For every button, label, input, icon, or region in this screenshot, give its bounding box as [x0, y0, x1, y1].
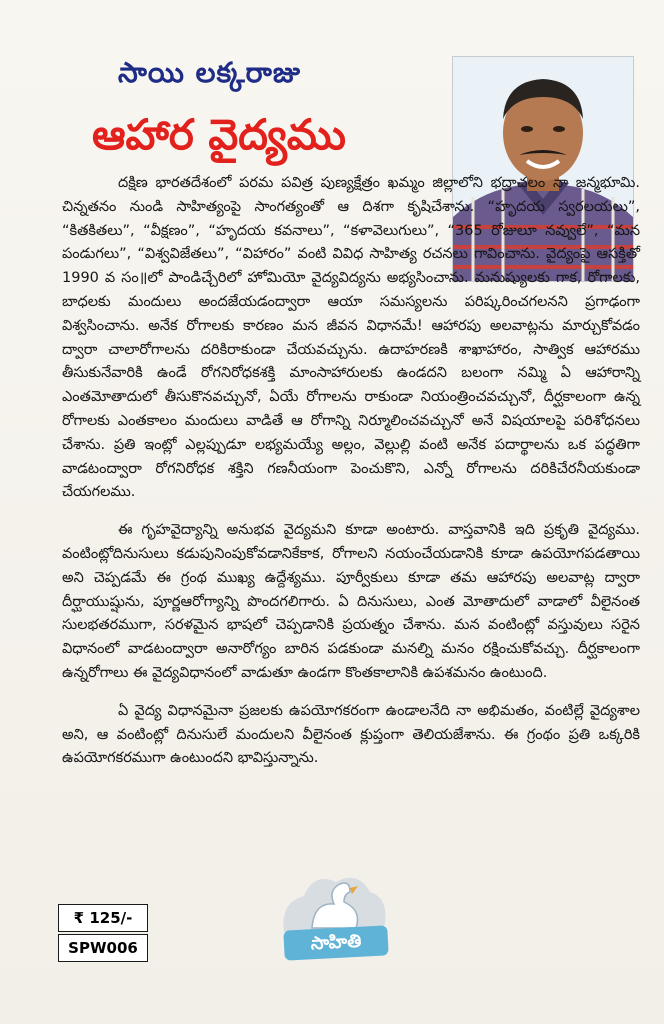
publisher-logo-text: సాహితి [283, 925, 388, 960]
blurb-paragraph-2: ఈ గృహవైద్యాన్ని అనుభవ వైద్యమని కూడా అంటారు. వాస్తవానికి ఇది ప్రకృతి వైద్యము. వంటింట్లోదినుసులు కడుపునింపుకోవడానికేకాక, రోగాలని నయంచేయడానికి కూడా ఉపయోగపడతాయి అని చెప్పడమే ఈ గ్రంథ ముఖ్య ఉద్దేశ్యము. పూర్వీకులు కూడా తమ ఆహారపు అలవాట్ల ద్వారా దీర్ఘాయుష్షును, పూర్ణఆరోగ్యాన్ని పొందగలిగారు. ఏ దినుసులు, ఎంత మోతాదులో వాడాలో వీలైనంత సులభతరముగా, సరళమైన భాషలో చెప్పడానికి ప్రయత్నం చేశాను. మన వంటింట్లో వస్తువులు సరైన విధానంలో వాడటంద్వారా అనారోగ్యం బారిన పడకుండా మనల్ని మనం రక్షించుకోవచ్చు. దీర్ఘకాలంగా ఉన్నరోగాలు ఈ వైద్యవిధానంలో వాడుతూ ఉండగా కొంతకాలానికి ఉపశమనం ఉంటుంది. [62, 522, 640, 681]
product-code: SPW006 [58, 934, 148, 962]
author-name: సాయి లక్కరాజు [118, 56, 301, 89]
price-label: ₹ 125/- [58, 904, 148, 932]
book-title: ఆహార వైద్యము [92, 110, 346, 159]
blurb-paragraph-1: దక్షిణ భారతదేశంలో పరమ పవిత్ర పుణ్యక్షేత్రం ఖమ్మం జిల్లాలోని భద్రాచలం నా జన్మభూమి. చిన్నతనం నుండి సాహిత్యంపై సాంగత్యంతో ఆ దిశగా కృషిచేశాను. “హృదయ స్వరలయలు”, “కితకితలు”, “వీక్షణం”, “హృదయ కవనాలు”, “కళావెలుగులు”, “365 రోజులూ నవ్వులే”, “మన పండుగలు”, “విశ్వవిజేతలు”, “విహారం” వంటి వివిధ సాహిత్య రచనలు గావించాను. వైద్యంపై ఆసక్తితో 1990 వ సం॥లో పాండిచ్చేరిలో హోమియో వైద్యవిద్యను అభ్యసించాను. మనుష్యులకు గాక, రోగాలకు, బాధలకు మందులు అందజేయడంద్వారా ఆయా సమస్యలను పరిష్కరించగలనని ప్రగాఢంగా విశ్వసించాను. అనేక రోగాలకు కారణం మన జీవన విధానమే! ఆహారపు అలవాట్లను మార్చుకోవడం ద్వారా చాలారోగాలను దరికిరాకుండా చేయవచ్చును. ఉదాహరణకి శాఖాహారం, సాత్విక ఆహారము తీసుకునేవారికి ఉండే రోగనిరోధకశక్తి మాంసాహారులకు ఉండదని బలంగా నమ్మి ఏ ఆహారాన్ని ఎంతమోతాదులో తీసుకొనవచ్చునో, ఏయే రోగాలను రాకుండా నియంత్రించవచ్చునో, దీర్ఘకాలంగా ఉన్న రోగాలకు ఎంతకాలం మందులు వాడితే ఆ రోగాన్ని నిర్మూలించవచ్చునో అనే విషయాలపై పరిశోధనలు చేశాను. ప్రతి ఇంట్లో ఎల్లప్పుడూ లభ్యమయ్యే అల్లం, వెల్లుల్లి వంటి అనేక పదార్థాలను ఒక పద్ధతిగా వాడటంద్వారా రోగనిరోధక శక్తిని గణనీయంగా పెంచుకొని, ఎన్నో రోగాలను దరికిచేరనీయకుండా చేయగలము. [62, 175, 640, 501]
blurb-paragraph-3: ఏ వైద్య విధానమైనా ప్రజలకు ఉపయోగకరంగా ఉండాలనేది నా అభిమతం, వంటిల్లే వైద్యశాల అని, ఆ వంటింట్లో దినుసులే మందులని వీలైనంత క్లుప్తంగా తెలియజేశాను. ఈ గ్రంథం ప్రతి ఒక్కరికి ఉపయోగకరముగా ఉంటుందని భావిస్తున్నాను. [62, 702, 640, 767]
blurb-text [62, 172, 640, 785]
